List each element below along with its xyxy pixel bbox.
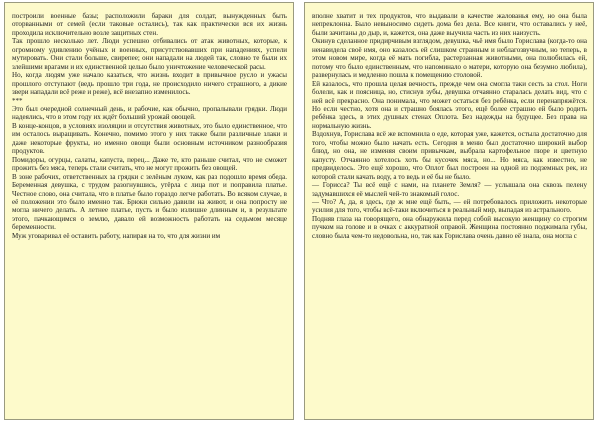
paragraph: Но, когда людям уже начало казаться, что жизнь входит в привычное русло и ужасы прошлого отступают (ведь прошло три года, не происходило ничего страшного, а дикие звери нападали всё реже и реже), всё внезапно изменилось. [12, 71, 287, 97]
paragraph: Подняв глаза на говорящего, она обнаружила перед собой высокую женщину со строгим пучком на голове и в очках с аккуратной оправой. Женщина постоянно поджимала губы, словно была чем-то недовольна, но, так как Горислава очень давно её знала, она могла с [312, 214, 587, 240]
paragraph: Ей казалось, что прошла целая вечность, прежде чем она смогла таки сесть за стол. Ноги болели, как и поясница, но, стиснув зубы, девушка отчаянно старалась делать вид, что с ней всё прекрасно. Она понимала, что может остаться без ребёнка, если перенапряжётся. Но если честно, хотя она и страшно боялась этого, ещё более страшно ей было родить ребёнка здесь, в этих душных стенах Оплота. Без надежды на будущее. Без права на нормальную жизнь. [312, 79, 587, 130]
paragraph: вполне хватит и тех продуктов, что выдавали в качестве жалованья ему, но она была непреклонна. Было невыносимо сидеть дома без дела. Все книги, что оставались у неё, были зачитаны до дыр, и, кажется, она даже выучила часть из них наизусть. [312, 12, 587, 37]
paragraph: Так прошло несколько лет. Люди успешно отбивались от атак животных, которые, к огромному удивлению учёных и военных, присутствовавших при нападениях, успели мутировать. Они стали больше, свирепее; они нападали на людей так, словно те были их злейшими врагами и их единственной целью было уничтожение человеческой расы. [12, 37, 287, 71]
paragraph: — Что? А, да, я здесь, где ж мне ещё быть, — ей потребовалось приложить некоторые усилия для того, чтобы всё-таки включиться в реальный мир, выпадая из астрального. [312, 197, 587, 215]
paragraph: Вздохнув, Горислава всё же вспомнила о еде, которая уже, кажется, остыла достаточно для того, чтобы можно было начать есть. Сегодня в меню был достаточно широкий выбор блюд, но она, не изменяя своим привычкам, выбрала картофельное пюре и цветную капусту. Отчаянно хотелось хоть бы кусочек мяса, но... Но мяса, как известно, не предвиделось. Это ещё хорошо, что Оплот был построен на одной из подземных рек, из которой стали качать воду, а то ведь и её бы не было. [312, 130, 587, 181]
right-page [304, 2, 594, 420]
paragraph: построили военные базы; расположили бараки для солдат, вынужденных быть оторванными от семей (если таковые остались), так как практически вся их жизнь проходила исключительно возле защитных стен. [12, 12, 287, 37]
paragraph: Муж уговаривал её оставить работу, напирая на то, что для жизни им [12, 231, 221, 240]
paragraph: Это был очередной солнечный день, и рабочие, как обычно, пропалывали грядки. Люди надеялись, что в этом году их ждёт больший урожай овощей. [12, 104, 287, 122]
paragraph: Окинув сделанное придирчивым взглядом, девушка, чьё имя было Горислава (когда-то она ненавидела своё имя, оно казалось ей слишком странным и неблагозвучным, но теперь, в этом новом мире, когда её мать погибла, растерзанная животными, она полюбилась ей, потому что было единственным, что напоминало о матери, которую она безумно любила), развернулась и медленно пошла к помещению столовой. [312, 37, 587, 80]
left-page-text [12, 12, 287, 240]
paragraph: Помидоры, огурцы, салаты, капуста, перец... Даже те, кто раньше считал, что не сможет прожить без мяса, теперь стали считать, что не могут прожить без овощей. [12, 155, 287, 173]
paragraph: — Горисса? Ты всё ещё с нами, на планете Земля? — услышала она сквозь пелену задумавшихся её мыслей чей-то знакомый голос. [312, 181, 587, 198]
paragraph: В зоне рабочих, ответственных за грядки с зелёным луком, как раз подошло время обеда. Беременная девушка, с трудом разогнувшись, утёрла с лица пот и поправила платье. Честное слово, она считала, что в платье было гораздо легче работать. Во всяком случае, в её положении это было именно так. Брюки сильно давили на живот, и она попросту не могла ничего делать. А летнее платье, пусть и было излишне длинным и, в результате этого, пачкающимся о землю, давало ей возможность работать на седьмом месяце беременности. [12, 172, 287, 232]
right-page-text [312, 12, 587, 240]
section-separator: *** [12, 96, 23, 105]
paragraph: В конце-концов, в условиях изоляции и отсутствия животных, это было единственное, что им осталось выращивать. Конечно, помимо этого у них также были различные злаки и даже некоторые фрукты, но именно овощи были основным источником разнообразия продуктов. [12, 121, 287, 156]
left-page [4, 2, 294, 420]
